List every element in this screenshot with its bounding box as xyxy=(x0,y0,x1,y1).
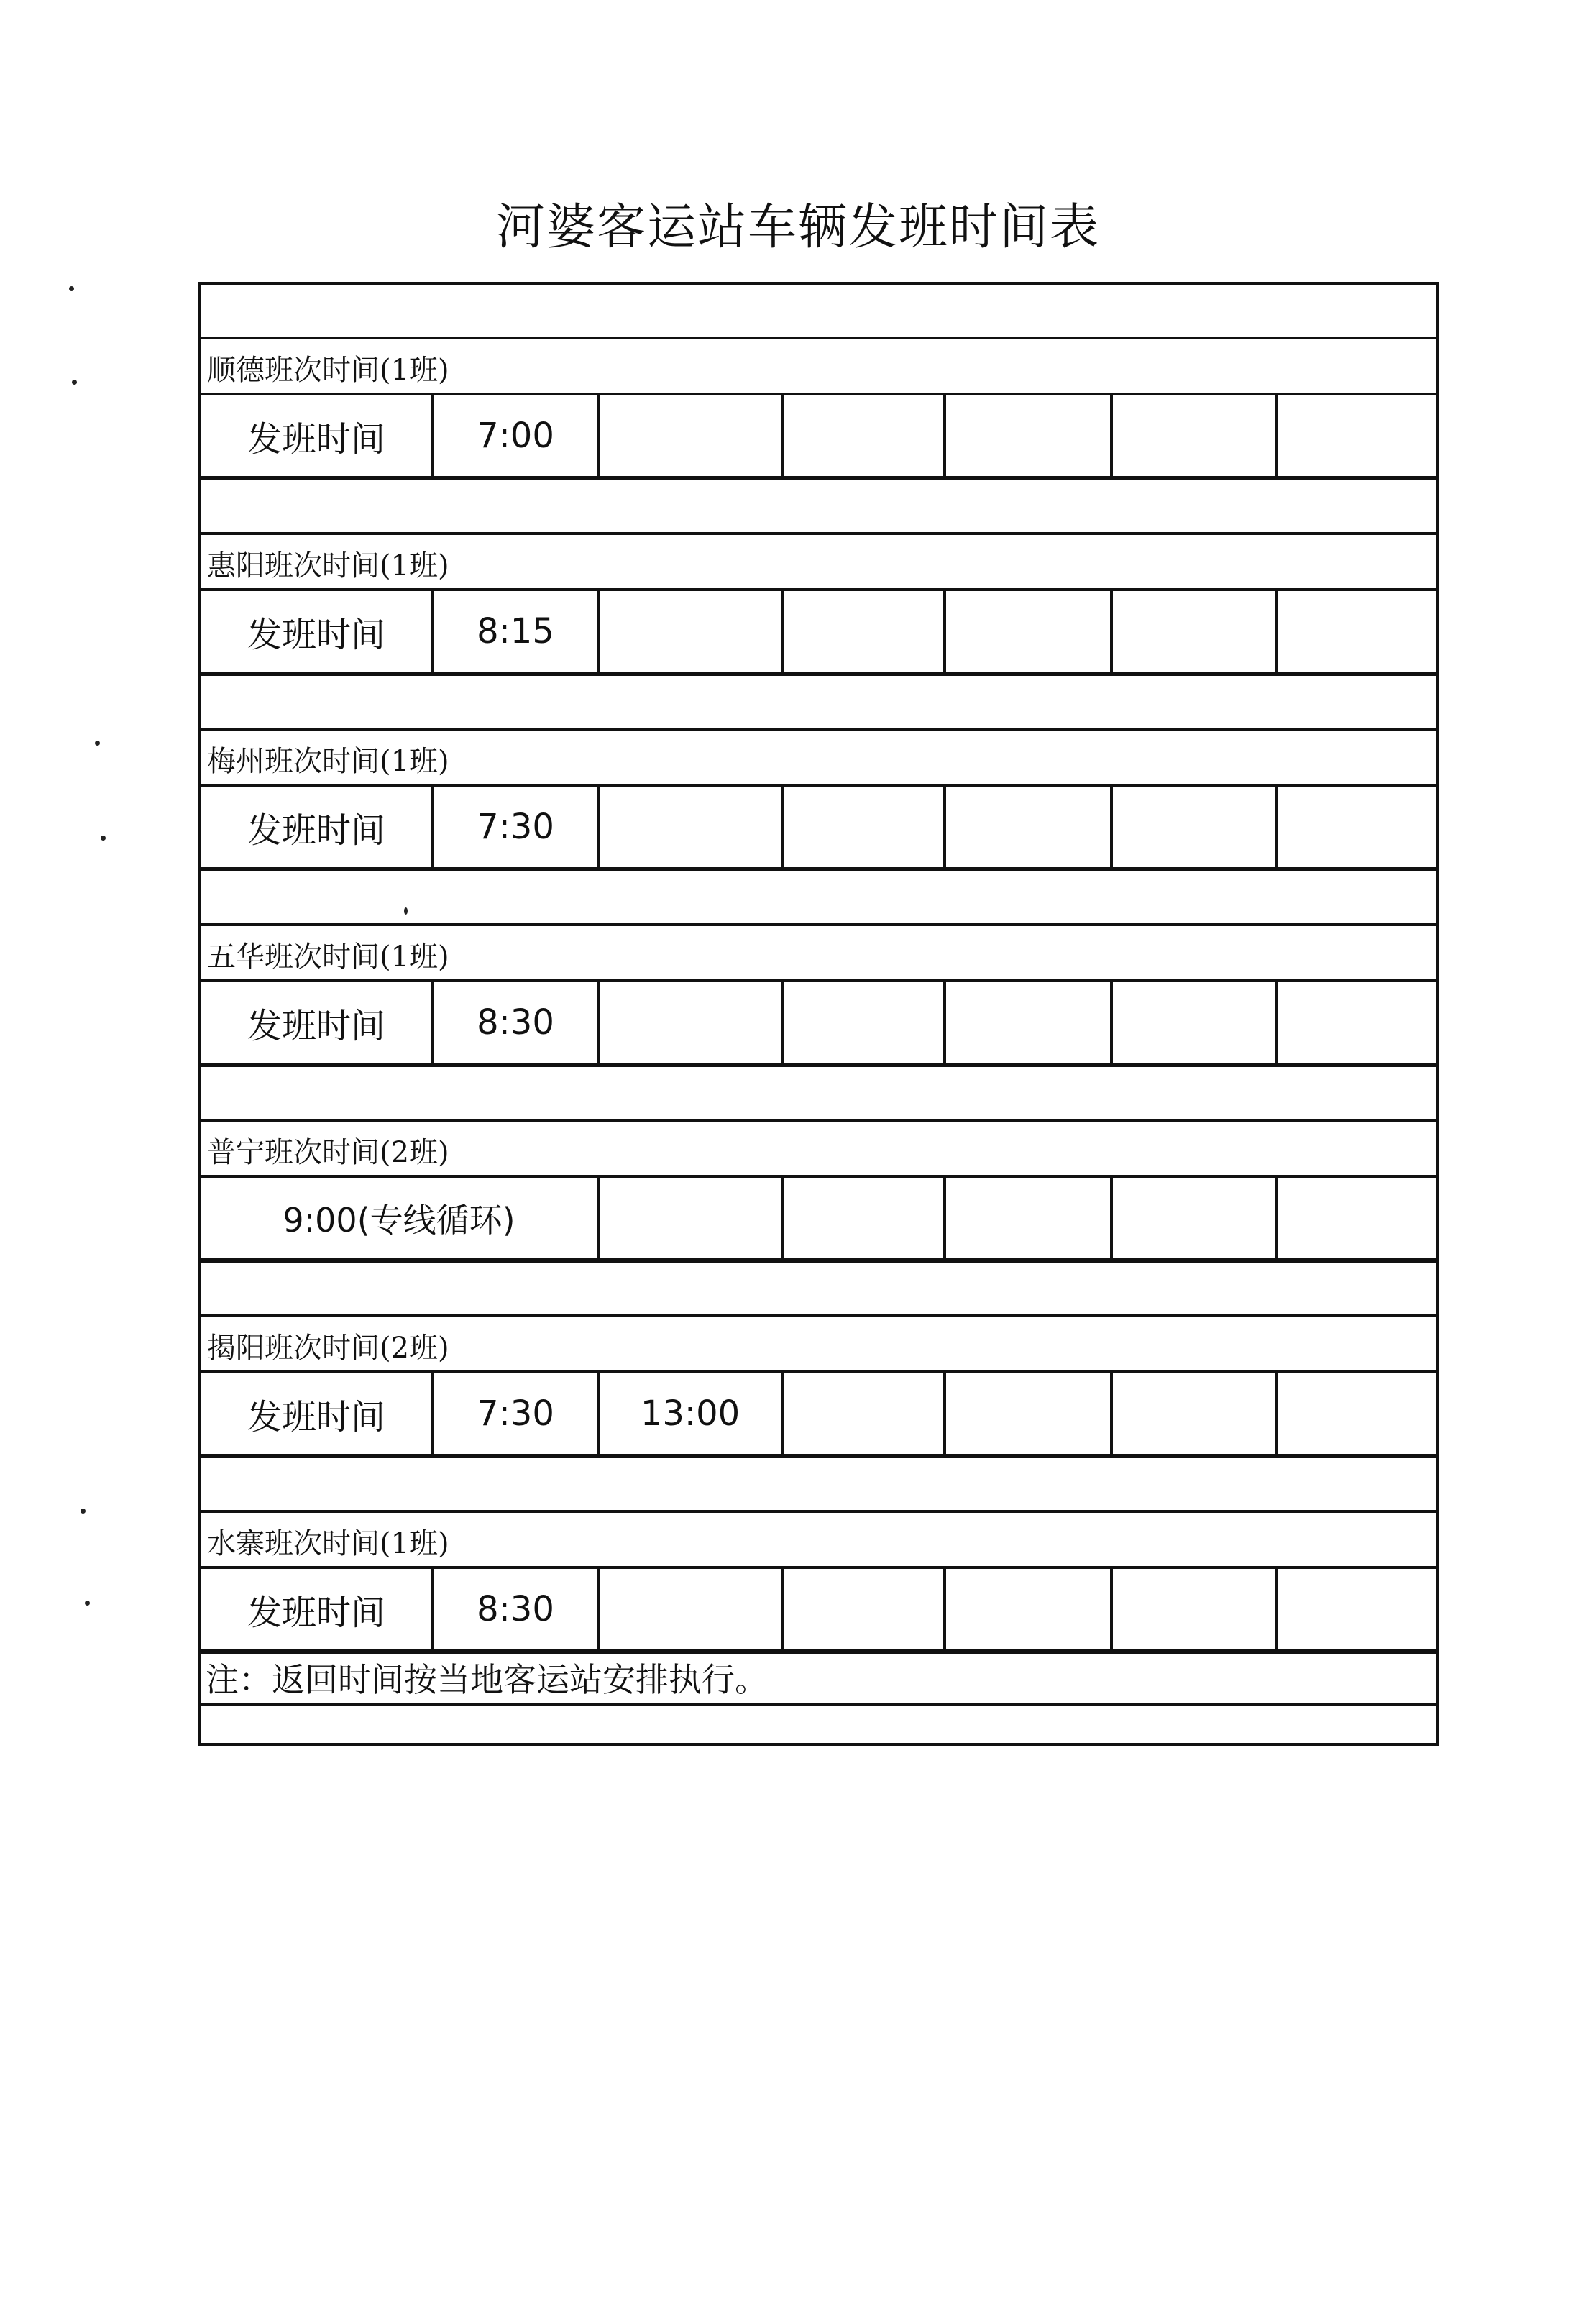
departure-time xyxy=(600,787,784,867)
departure-time: 7:00 xyxy=(434,395,600,476)
departure-time: 7:30 xyxy=(434,1373,600,1454)
row-label: 发班时间 xyxy=(201,1569,434,1649)
blank-row xyxy=(201,480,1436,535)
departure-time xyxy=(600,982,784,1063)
departure-time: 13:00 xyxy=(600,1373,784,1454)
scan-speck xyxy=(95,741,100,746)
scan-speck xyxy=(72,380,77,385)
route-heading-jieyang: 揭阳班次时间(2班) xyxy=(201,1317,1436,1373)
departure-time: 8:30 xyxy=(434,1569,600,1649)
empty-cell xyxy=(1278,1178,1436,1258)
schedule-row-huiyang xyxy=(201,591,1436,676)
empty-cell xyxy=(784,1178,946,1258)
empty-cell xyxy=(784,982,946,1063)
blank-row xyxy=(201,676,1436,731)
empty-cell xyxy=(784,395,946,476)
blank-row xyxy=(201,1067,1436,1122)
row-label: 发班时间 xyxy=(201,982,434,1063)
blank-row xyxy=(201,871,1436,926)
empty-cell xyxy=(1113,1569,1278,1649)
empty-cell xyxy=(946,395,1113,476)
empty-cell xyxy=(1113,982,1278,1063)
empty-cell xyxy=(784,787,946,867)
departure-time: 8:30 xyxy=(434,982,600,1063)
schedule-row-shunde xyxy=(201,395,1436,480)
scan-speck xyxy=(81,1509,86,1514)
empty-cell xyxy=(946,982,1113,1063)
scan-speck xyxy=(85,1601,90,1606)
departure-time: 8:15 xyxy=(434,591,600,672)
empty-cell xyxy=(946,1178,1113,1258)
empty-cell xyxy=(946,1569,1113,1649)
empty-cell xyxy=(784,1373,946,1454)
route-heading-shunde: 顺德班次时间(1班) xyxy=(201,339,1436,395)
empty-cell xyxy=(784,1569,946,1649)
departure-time xyxy=(600,1569,784,1649)
empty-cell xyxy=(946,787,1113,867)
empty-cell xyxy=(1278,395,1436,476)
row-label: 9:00(专线循环) xyxy=(201,1178,600,1258)
route-heading-meizhou: 梅州班次时间(1班) xyxy=(201,731,1436,787)
empty-cell xyxy=(600,1178,784,1258)
route-heading-shuizhai: 水寨班次时间(1班) xyxy=(201,1513,1436,1569)
blank-row xyxy=(201,1458,1436,1513)
page-title: 河婆客运站车辆发班时间表 xyxy=(495,199,1100,256)
route-heading-puning: 普宁班次时间(2班) xyxy=(201,1122,1436,1178)
departure-time: 7:30 xyxy=(434,787,600,867)
schedule-row-wuhua xyxy=(201,982,1436,1067)
blank-row xyxy=(201,285,1436,339)
schedule-row-shuizhai xyxy=(201,1569,1436,1654)
empty-cell xyxy=(946,591,1113,672)
row-label: 发班时间 xyxy=(201,787,434,867)
departure-time xyxy=(600,395,784,476)
blank-row xyxy=(201,1263,1436,1317)
route-heading-huiyang: 惠阳班次时间(1班) xyxy=(201,535,1436,591)
scan-speck xyxy=(69,286,74,291)
empty-cell xyxy=(946,1373,1113,1454)
schedule-table xyxy=(198,282,1439,1746)
departure-time xyxy=(600,591,784,672)
empty-cell xyxy=(1278,591,1436,672)
route-heading-wuhua: 五华班次时间(1班) xyxy=(201,926,1436,982)
empty-cell xyxy=(1278,787,1436,867)
empty-cell xyxy=(1278,1569,1436,1649)
scan-speck xyxy=(404,907,408,915)
empty-cell xyxy=(1278,1373,1436,1454)
empty-cell xyxy=(1113,787,1278,867)
empty-cell xyxy=(1113,1373,1278,1454)
blank-row xyxy=(201,1706,1436,1743)
empty-cell xyxy=(1113,591,1278,672)
empty-cell xyxy=(1113,395,1278,476)
row-label: 发班时间 xyxy=(201,395,434,476)
row-label: 发班时间 xyxy=(201,1373,434,1454)
return-time-note: 注：返回时间按当地客运站安排执行。 xyxy=(201,1654,1436,1706)
schedule-row-meizhou xyxy=(201,787,1436,871)
scan-speck xyxy=(101,836,106,841)
empty-cell xyxy=(1278,982,1436,1063)
empty-cell xyxy=(784,591,946,672)
schedule-row-jieyang xyxy=(201,1373,1436,1458)
empty-cell xyxy=(1113,1178,1278,1258)
row-label: 发班时间 xyxy=(201,591,434,672)
schedule-row-puning xyxy=(201,1178,1436,1263)
